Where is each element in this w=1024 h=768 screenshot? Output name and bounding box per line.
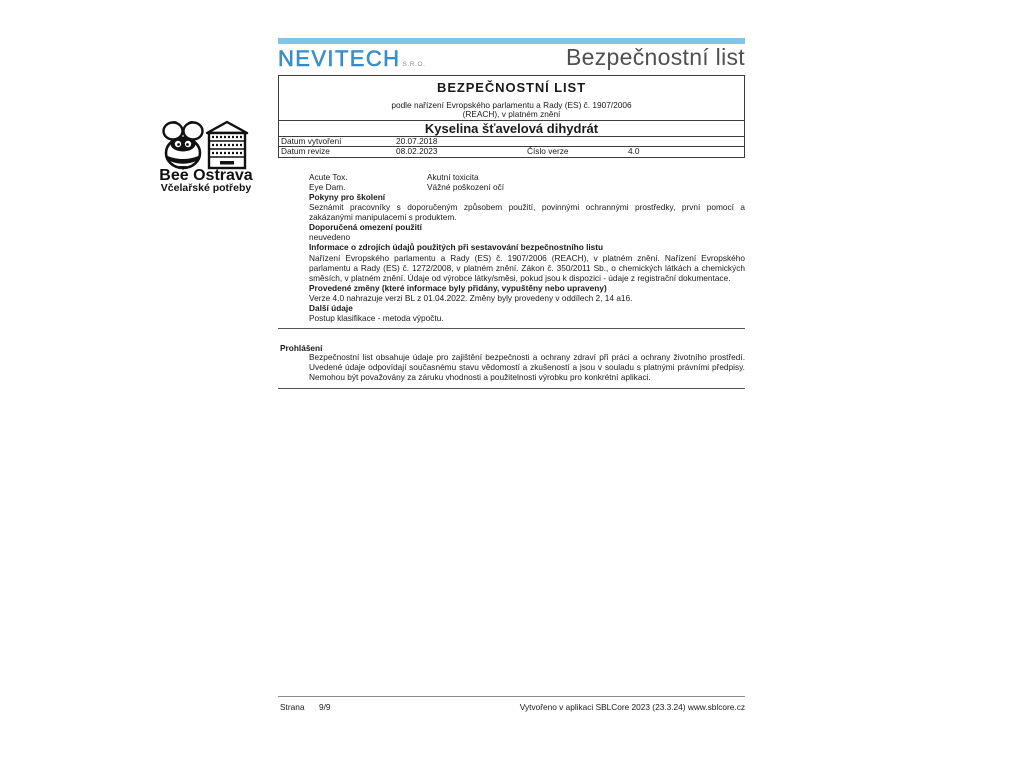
logo-wordmark: NEVITECH — [278, 46, 401, 71]
hazard-meaning: Akutní toxicita — [427, 172, 479, 182]
section-text-line: parlamentu a Rady (ES) č. 1272/2008, v platném znění. Zákon č. 350/2011 Sb., o chemických látkách a chemických — [309, 262, 745, 273]
declaration-line: Bezpečnostní list obsahuje údaje pro zajištění bezpečnosti a ochrany zdraví při práci a ochrany životního prostředí. — [309, 352, 745, 362]
section-divider — [278, 388, 745, 389]
hazard-code: Eye Dam. — [309, 182, 346, 193]
declaration-text — [309, 352, 745, 382]
section-text-line: Seznámit pracovníky s doporučeným způsobem použití, povinnými ochrannými prostředky, první pomocí a — [309, 202, 745, 213]
document-type-title: Bezpečnostní list — [566, 44, 745, 70]
bee-icon — [164, 122, 203, 170]
hazard-abbreviation-row — [309, 172, 745, 182]
product-name: Kyselina šťavelová dihydrát — [424, 121, 599, 136]
section-text-line: neuvedeno — [309, 232, 351, 243]
beehive-icon — [207, 122, 247, 168]
section-heading: Doporučená omezení použití — [309, 222, 422, 233]
hazard-abbreviation-row — [309, 182, 745, 192]
section-text-line: směsích, v platném znění. Údaje od výrobce látky/směsi, pokud jsou k dispozici - údaje z registrační dokumentace. — [309, 272, 731, 283]
regulation-line: (REACH), v platném znění — [462, 109, 561, 119]
created-date: 20.07.2018 — [396, 136, 438, 146]
page-footer — [280, 702, 745, 712]
section-text-line: zakázanými manipulacemi s produktem. — [309, 212, 457, 223]
section-text-line: Postup klasifikace - metoda výpočtu. — [309, 312, 444, 323]
version-label: Číslo verze — [527, 146, 569, 156]
sheet-title: BEZPEČNOSTNÍ LIST — [437, 80, 586, 95]
declaration-line: Uvedené údaje odpovídají současnému stavu vědomostí a zkušeností a jsou v souladu s platnými právními předpisy. — [309, 362, 745, 372]
divider — [279, 146, 744, 147]
company-logo — [278, 47, 426, 71]
page-label: Strana — [280, 702, 305, 712]
version-number: 4.0 — [628, 146, 640, 156]
revised-label: Datum revize — [281, 146, 330, 156]
declaration-line: Nemohou být považovány za záruku vhodnosti a použitelnosti výrobku pro konkrétní aplikaci. — [309, 372, 651, 382]
section-heading: Provedené změny (které informace byly přidány, vypuštěny nebo upraveny) — [309, 282, 607, 293]
page-number: 9/9 — [319, 702, 331, 712]
logo-legal-form: S.R.O. — [402, 61, 426, 68]
regulation-line: podle nařízení Evropského parlamentu a Rady (ES) č. 1907/2006 — [391, 100, 632, 110]
title-box — [278, 75, 745, 158]
section-divider — [278, 328, 745, 329]
generator-credit: Vytvořeno v aplikaci SBLCore 2023 (23.3.24) www.sblcore.cz — [519, 702, 745, 712]
section-text-line: Verze 4.0 nahrazuje verzi BL z 01.04.2022. Změny byly provedeny v oddílech 2, 14 a16. — [309, 292, 633, 303]
revised-date: 08.02.2023 — [396, 146, 438, 156]
divider — [279, 136, 744, 137]
section-content — [309, 172, 745, 323]
footer-divider — [278, 696, 745, 697]
section-text-line: Nařízení Evropského parlamentu a Rady (ES) č. 1907/2006 (REACH), v platném znění. Nařízení Evropského — [309, 252, 745, 263]
hazard-meaning: Vážné poškození očí — [427, 182, 505, 193]
hazard-code: Acute Tox. — [309, 172, 348, 182]
distributor-name: Bee Ostrava — [159, 167, 253, 184]
section-heading: Pokyny pro školení — [309, 192, 386, 203]
distributor-tagline: Včelařské potřeby — [160, 182, 252, 194]
declaration-heading: Prohlášení — [280, 343, 323, 353]
section-heading: Další údaje — [309, 302, 353, 313]
section-heading: Informace o zdrojích údajů použitých při sestavování bezpečnostního listu — [309, 242, 604, 253]
created-label: Datum vytvoření — [281, 136, 342, 146]
bee-ostrava-logo-graphic — [162, 120, 250, 170]
